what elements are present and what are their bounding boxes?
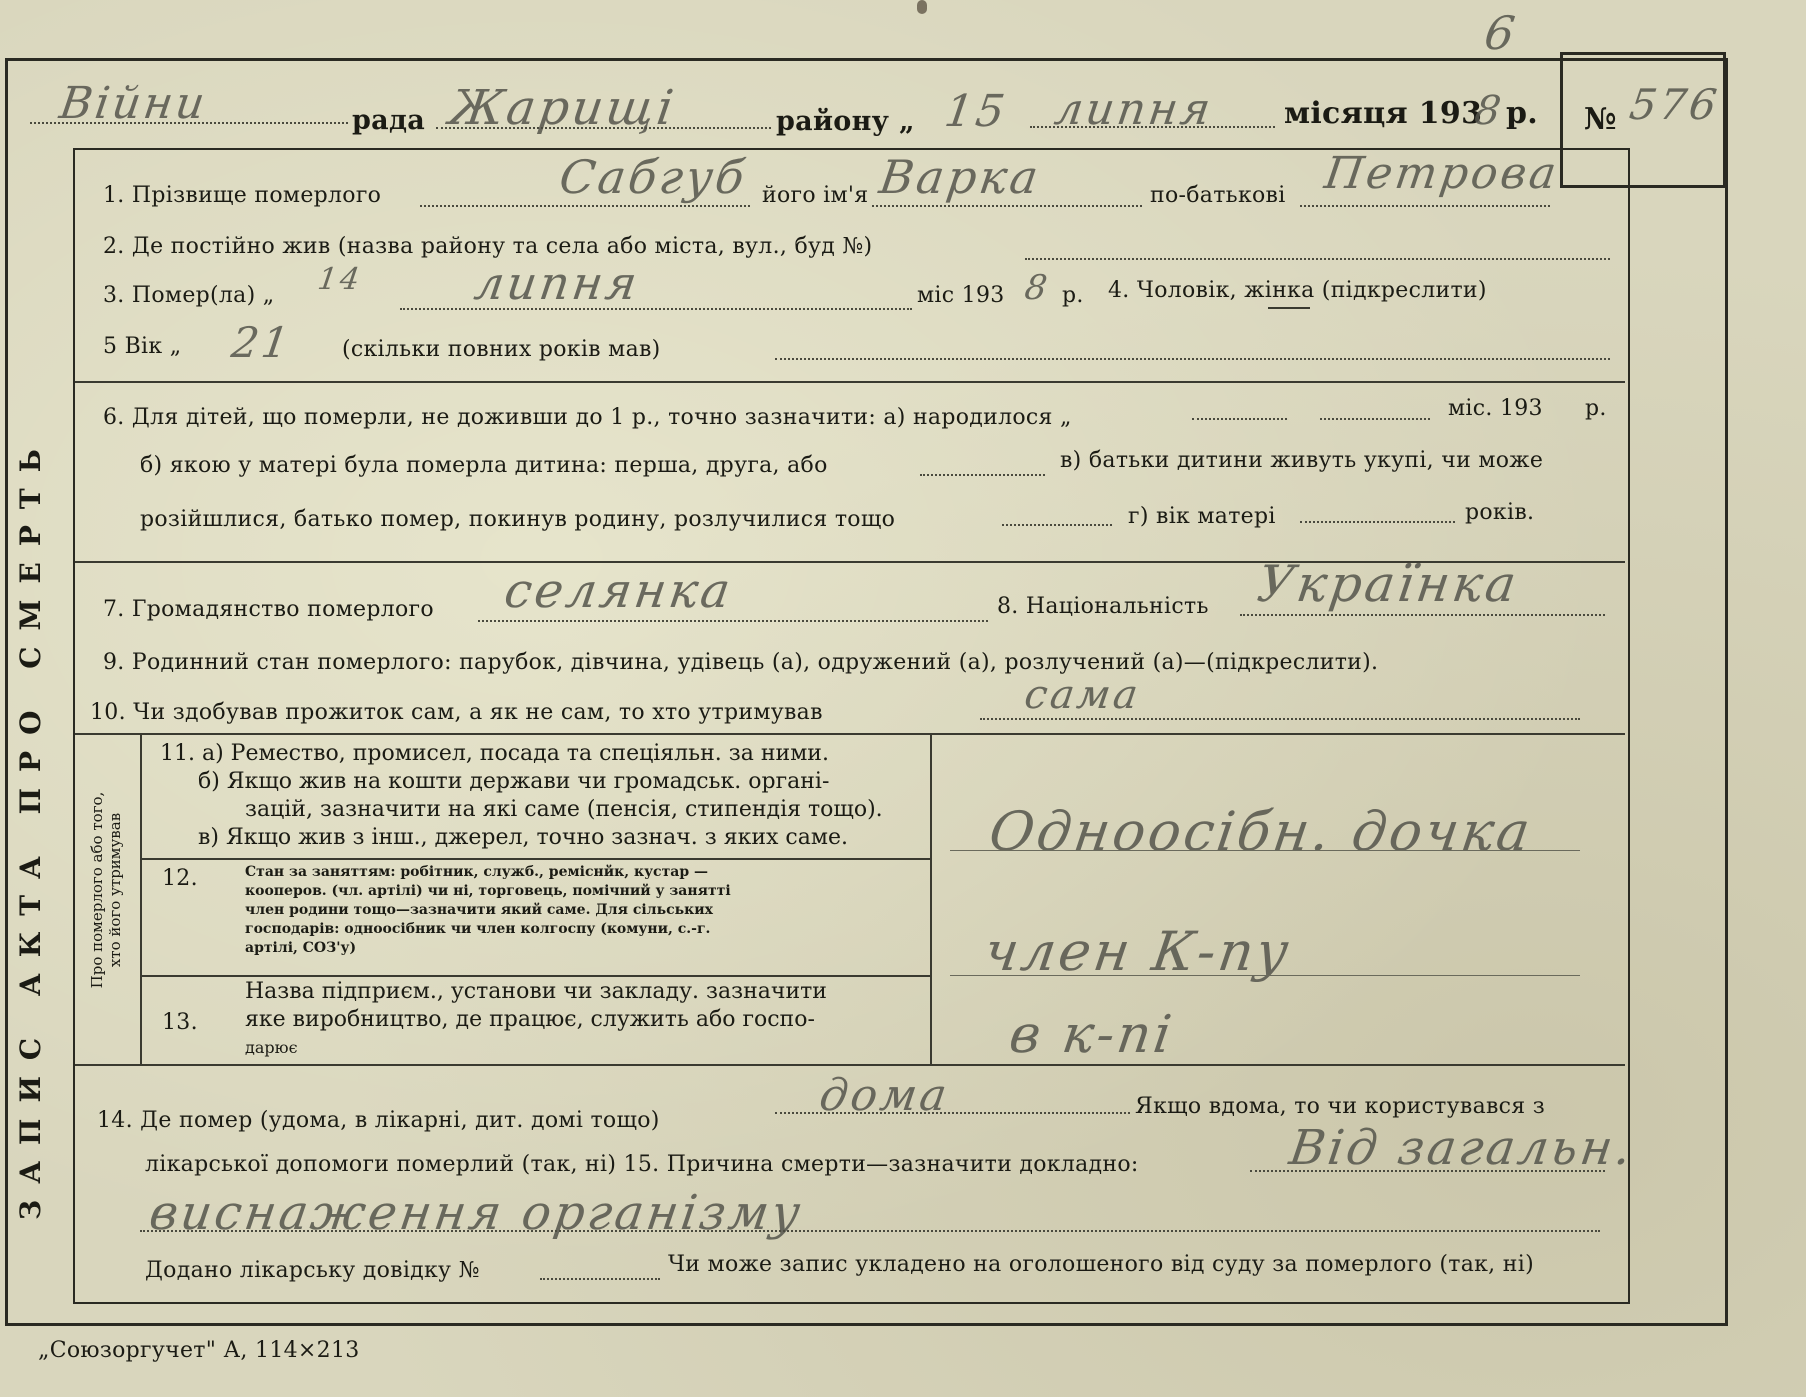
row13-line2: яке виробництво, де працює, служить або госпо- bbox=[245, 1007, 815, 1032]
row8-dotted-line bbox=[1240, 614, 1605, 616]
row13-number: 13. bbox=[162, 1010, 198, 1035]
row3-month-label: міс 193 bbox=[917, 283, 1005, 308]
row6-line2-dots bbox=[920, 474, 1045, 476]
row1-surname-dotted-line bbox=[420, 205, 750, 207]
row9-marital-status: 9. Родинний стан померлого: парубок, дівчина, удівець (а), одружений (а), розлучений (а)—(підкреслити). bbox=[103, 650, 1379, 675]
occupation-answer-line-1 bbox=[950, 850, 1580, 851]
row3-year-suffix: р. bbox=[1062, 283, 1084, 308]
row14-dotted-line bbox=[775, 1112, 1130, 1114]
row12-line3: член родини тощо—зазначити який саме. Для сільських bbox=[245, 902, 713, 918]
row15-cause-handwriting-1: Від загальн. bbox=[1286, 1120, 1638, 1176]
row3-year-handwriting: 8 bbox=[1022, 268, 1053, 308]
occupation-group-label bbox=[88, 740, 124, 1040]
row1-patronymic-handwriting: Петрова bbox=[1321, 148, 1563, 199]
row6-line3c: років. bbox=[1465, 500, 1535, 525]
row6-line2b: в) батьки дитини живуть укупі, чи може bbox=[1060, 448, 1544, 473]
row6-born-day-dots bbox=[1192, 418, 1287, 420]
corner-handwriting: 6 bbox=[1481, 6, 1522, 60]
occupation-group-label-line2: хто його утримував bbox=[106, 812, 124, 968]
row6-line3a: розійшлися, батько помер, покинув родину, розлучилися тощо bbox=[140, 507, 896, 532]
row11-line1: 11. а) Ремество, промисел, посада та спеціяльн. за ними. bbox=[160, 741, 829, 766]
district-label: району „ bbox=[776, 106, 915, 137]
occupation-bottom-line bbox=[75, 1064, 1625, 1066]
row4-sex-label: 4. Чоловік, жінка (підкреслити) bbox=[1108, 278, 1487, 303]
row12-line4: господарів: одноосібник чи член колгоспу (комуни, с.-г. bbox=[245, 921, 711, 937]
row7-citizenship-label: 7. Громадянство померлого bbox=[103, 597, 434, 622]
row12-number: 12. bbox=[162, 866, 198, 891]
occupation-handwriting-2: член К-пу bbox=[980, 920, 1296, 983]
section-divider-3 bbox=[75, 733, 1625, 735]
row16-court-label: Чи може запис укладено на оголошеного від суду за померлого (так, ні) bbox=[668, 1252, 1534, 1277]
row5-age-handwriting: 21 bbox=[228, 318, 295, 367]
row10-dotted-line bbox=[980, 718, 1580, 720]
occupation-right-divider bbox=[930, 734, 932, 1064]
printer-imprint: „Союзоргучет" А, 114×213 bbox=[38, 1338, 360, 1363]
month-dotted-line bbox=[1030, 126, 1275, 128]
row16-dotted-line bbox=[540, 1278, 660, 1280]
occupation-group-label-line1: Про померлого або того, bbox=[88, 791, 106, 989]
row1-surname-handwriting: Сабгуб bbox=[556, 150, 751, 204]
hole-punch-mark bbox=[917, 0, 927, 14]
row14-place-label: 14. Де помер (удома, в лікарні, дит. домі тощо) bbox=[97, 1108, 660, 1133]
row1-name-label: його ім'я bbox=[762, 183, 869, 208]
council-dotted-line bbox=[30, 122, 348, 124]
row1-patronymic-label: по-батькові bbox=[1150, 183, 1286, 208]
row7-citizenship-handwriting: селянка bbox=[501, 563, 737, 619]
row10-support-label: 10. Чи здобував прожиток сам, а як не сам, то хто утримував bbox=[90, 700, 823, 725]
row12-bottom-line bbox=[140, 975, 932, 977]
row8-nationality-handwriting: Українка bbox=[1253, 555, 1523, 613]
row3-month-handwriting: липня bbox=[471, 256, 644, 310]
row1-name-dotted-line bbox=[872, 205, 1142, 207]
form-side-title: ЗАПИС АКТА ПРО СМЕРТЬ bbox=[14, 433, 47, 1220]
occupation-left-divider bbox=[140, 734, 142, 1064]
row7-dotted-line bbox=[478, 620, 988, 622]
row1-name-handwriting: Варка bbox=[876, 150, 1045, 204]
row12-line5: артілі, СОЗ'у) bbox=[245, 940, 357, 956]
occupation-handwriting-3: в к-пі bbox=[1005, 1005, 1178, 1065]
row10-support-handwriting: сама bbox=[1021, 672, 1144, 718]
row2-residence-label: 2. Де постійно жив (назва району та села або міста, вул., буд №) bbox=[103, 234, 873, 259]
row3-died-label: 3. Помер(ла) „ bbox=[103, 283, 275, 308]
row2-dotted-line bbox=[1025, 258, 1610, 260]
row13-line3: дарює bbox=[245, 1038, 298, 1057]
row15-cause-label: лікарської допомоги померлий (так, ні) 15. Причина смерти—зазначити докладно: bbox=[145, 1152, 1139, 1177]
row5-age-note: (скільки повних років мав) bbox=[342, 337, 661, 362]
district-handwriting: Жарищі bbox=[446, 80, 680, 136]
row6-line1-suffix: р. bbox=[1585, 396, 1607, 421]
row1-patronymic-dotted-line bbox=[1300, 205, 1550, 207]
row11-line2: б) Якщо жив на кошти держави чи громадськ. органі- bbox=[198, 769, 830, 794]
row15-cause-handwriting-2: виснаження організму bbox=[146, 1185, 807, 1241]
number-handwriting: 576 bbox=[1626, 80, 1723, 129]
row12-line2: кооперов. (чл. артілі) чи ні, торговець, помічний у занятті bbox=[245, 883, 731, 899]
section-divider-1 bbox=[75, 381, 1625, 383]
row15-second-line bbox=[140, 1230, 1600, 1232]
month-label: місяця 193 bbox=[1284, 96, 1483, 131]
row16-certificate-label: Додано лікарську довідку № bbox=[145, 1258, 480, 1283]
row6-line2a: б) якою у матері була померла дитина: перша, друга, або bbox=[140, 453, 828, 478]
row5-dotted-line bbox=[775, 358, 1610, 360]
occupation-handwriting-1: Одноосібн. дочка bbox=[985, 800, 1537, 863]
row6-born-month-dots bbox=[1320, 418, 1430, 420]
month-handwriting: липня bbox=[1051, 84, 1217, 135]
row5-age-label: 5 Вік „ bbox=[103, 334, 182, 359]
row6-line1-end: міс. 193 bbox=[1448, 396, 1543, 421]
row6-line3-dots bbox=[1002, 524, 1112, 526]
row3-dotted-line bbox=[400, 308, 912, 310]
row15-dotted-line bbox=[1250, 1170, 1605, 1172]
council-label: рада bbox=[352, 105, 426, 136]
row1-surname-label: 1. Прізвище померлого bbox=[103, 183, 382, 208]
number-label: № bbox=[1584, 102, 1617, 137]
row8-nationality-label: 8. Національність bbox=[997, 594, 1209, 619]
row4-female-underline bbox=[1268, 307, 1310, 309]
row11-line4: в) Якщо жив з інш., джерел, точно зазнач. з яких саме. bbox=[198, 825, 848, 850]
row11-line3: зацій, зазначити на які саме (пенсія, стипендія тощо). bbox=[245, 797, 883, 822]
council-handwriting: Війни bbox=[56, 78, 211, 129]
row6-line1: 6. Для дітей, що померли, не доживши до 1 р., точно зазначити: а) народилося „ bbox=[103, 405, 1072, 430]
occupation-answer-line-2 bbox=[950, 975, 1580, 976]
year-suffix: р. bbox=[1506, 96, 1539, 131]
day-handwriting: 15 bbox=[941, 86, 1011, 137]
district-dotted-line bbox=[436, 127, 771, 129]
row6-line3b: г) вік матері bbox=[1128, 504, 1276, 529]
row14-place-handwriting: дома bbox=[816, 1070, 953, 1121]
row3-day-handwriting: 14 bbox=[315, 262, 365, 297]
row6-mother-age-dots bbox=[1300, 521, 1455, 523]
row11-bottom-line bbox=[140, 858, 932, 860]
row12-line1: Стан за заняттям: робітник, служб., реміснйк, кустар — bbox=[245, 864, 708, 880]
row13-line1: Назва підприєм., установи чи закладу. зазначити bbox=[245, 979, 827, 1004]
row14-tail: Якщо вдома, то чи користувався з bbox=[1135, 1094, 1546, 1119]
year-handwriting: 8 bbox=[1471, 88, 1507, 134]
